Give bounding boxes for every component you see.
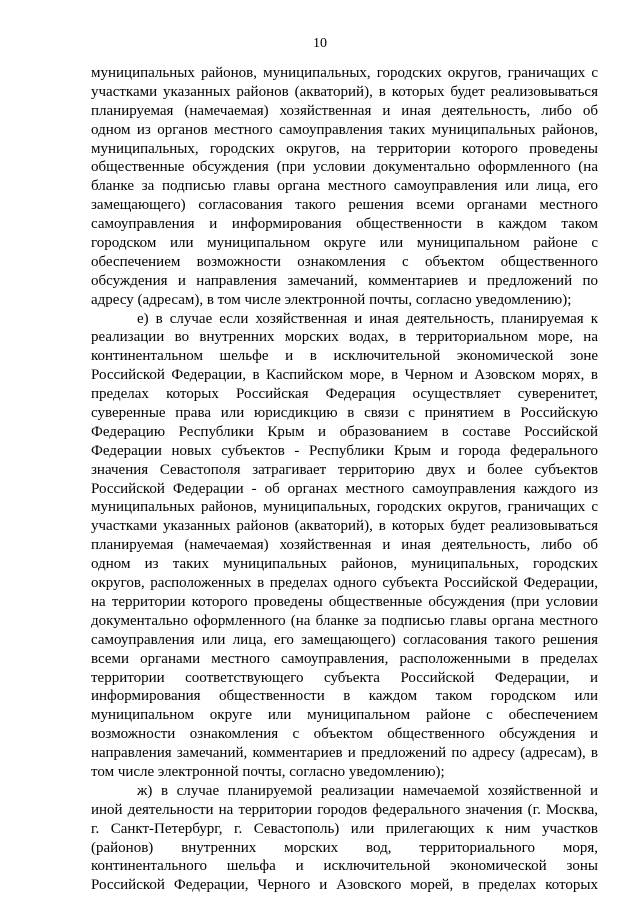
text-line: обеспечением возможности ознакомления с объектом общественного [91, 253, 598, 270]
text-line: округов, расположенных в пределах одного субъекта Российской Федерации, [91, 575, 598, 592]
document-body [91, 64, 598, 895]
text-line: одном из органов местного самоуправления таких муниципальных районов, [91, 121, 598, 138]
text-line: суверенные права или юрисдикцию в связи с принятием в Российскую [91, 405, 598, 422]
text-line: Федерации новых субъектов - Республики Крым и города федерального [91, 442, 598, 459]
text-line: планируемая (намечаемая) хозяйственная и иная деятельность, либо об [91, 102, 598, 119]
text-line: ж) в случае планируемой реализации намечаемой хозяйственной и [137, 782, 598, 799]
text-line: реализации во внутренних морских водах, в территориальном море, на [91, 329, 598, 346]
text-line: муниципальных районов, муниципальных, городских округов, граничащих с [91, 65, 598, 81]
text-line: адресу (адресам), в том числе электронной почты, согласно уведомлению); [91, 291, 572, 308]
text-line: территории соответствующего субъекта Российской Федерации, и [91, 669, 598, 686]
text-line: г. Санкт-Петербург, г. Севастополь) или прилегающих к ним участков [91, 820, 598, 837]
text-line: возможности ознакомления с объектом общественного обсуждения и [91, 726, 598, 743]
text-line: муниципальных районов, муниципальных, городских округов, граничащих с [91, 499, 598, 516]
text-line: городском или муниципальном округе или муниципальном районе с [91, 235, 598, 252]
text-line: документально оформленного (на бланке за подписью главы органа местного [91, 612, 598, 629]
text-line: континентальном шельфе и в исключительной экономической зоне [91, 348, 598, 365]
text-line: Российской Федерации, Черного и Азовского морей, в пределах которых [91, 877, 598, 894]
text-line: муниципальном округе или муниципальном районе с обеспечением [91, 707, 598, 724]
page-number: 10 [313, 36, 327, 51]
text-line: е) в случае если хозяйственная и иная деятельность, планируемая к [137, 310, 598, 327]
text-line: иной деятельности на территории городов федерального значения (г. Москва, [91, 801, 598, 818]
text-line: планируемая (намечаемая) хозяйственная и иная деятельность, либо об [91, 537, 598, 554]
text-line: Российской Федерации - об органах местного самоуправления каждого из [91, 480, 598, 497]
text-line: самоуправления и информирования общественности в каждом таком [91, 216, 598, 233]
text-line: общественные обсуждения (при условии документально оформленного (на [91, 159, 598, 176]
text-line: значения Севастополя затрагивает территорию двух и более субъектов [91, 461, 598, 478]
text-line: континентального шельфа и исключительной экономической зоны [91, 858, 598, 875]
text-line: бланке за подписью главы органа местного самоуправления или лица, его [91, 178, 598, 195]
text-line: участками указанных районов (акваторий), в которых будет реализовываться [91, 518, 598, 535]
text-line: обсуждения и направления замечаний, комментариев и предложений по [91, 272, 598, 289]
text-line: пределах которых Российская Федерация осуществляет суверенитет, [91, 386, 598, 403]
text-line: одном из таких муниципальных районов, муниципальных, городских [91, 556, 598, 573]
text-line: всеми органами местного самоуправления, расположенными в пределах [91, 650, 598, 667]
text-line: (районов) внутренних морских вод, территориального моря, [91, 839, 598, 856]
text-line: том числе электронной почты, согласно уведомлению); [91, 763, 445, 780]
text-line: Федерацию Республики Крым и образованием в составе Российской [91, 423, 598, 440]
text-line: самоуправления или лица, его замещающего) согласования такого решения [91, 631, 598, 648]
text-line: информирования общественности в каждом таком городском или [91, 688, 598, 705]
text-line: Российской Федерации, в Каспийском море, в Черном и Азовском морях, в [91, 367, 598, 384]
text-line: на территории которого проведены общественные обсуждения (при условии [91, 593, 598, 610]
text-line: участками указанных районов (акваторий), в которых будет реализовываться [91, 83, 598, 100]
text-line: замещающего) согласования такого решения всеми органами местного [91, 197, 598, 214]
text-line: муниципальных, городских округов, на территории которого проведены [91, 140, 598, 157]
text-line: направления замечаний, комментариев и предложений по адресу (адресам), в [91, 745, 598, 762]
